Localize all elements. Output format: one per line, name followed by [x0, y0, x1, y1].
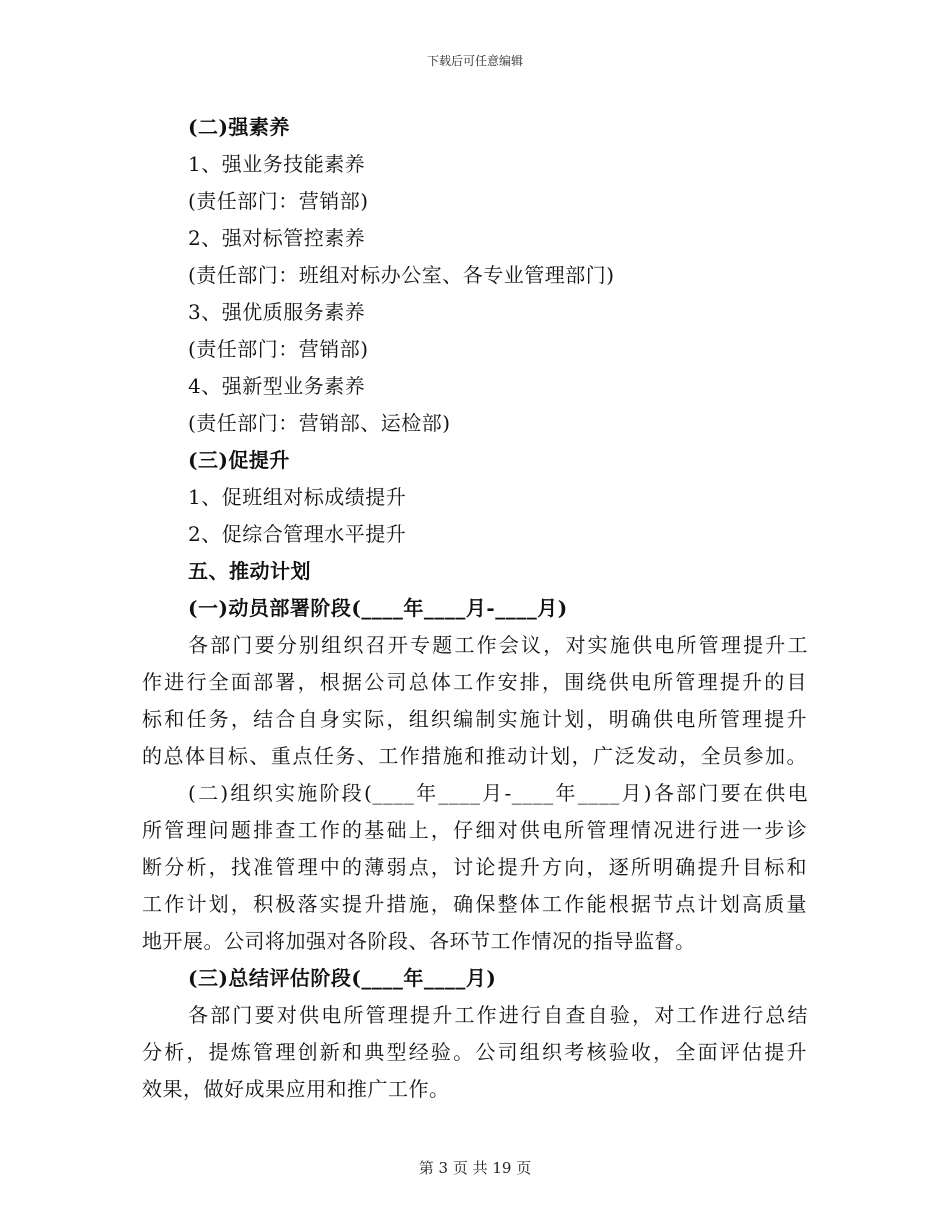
paragraph-line: (二)组织实施阶段(____年____月-____年____月)各部门要在供电: [188, 781, 808, 805]
paragraph-line: 地开展。公司将加强对各阶段、各环节工作情况的指导监督。: [142, 929, 696, 953]
paragraph-line: 的总体目标、重点任务、工作措施和推动计划，广泛发动，全员参加。: [142, 744, 807, 768]
responsibility-note: (责任部门：营销部、运检部): [188, 411, 451, 435]
section-heading: (一)动员部署阶段(____年____月-____月): [188, 596, 568, 620]
paragraph-line: 断分析，找准管理中的薄弱点，讨论提升方向，逐所明确提升目标和: [142, 855, 807, 879]
responsibility-note: (责任部门：营销部): [188, 189, 369, 213]
paragraph-line: 所管理问题排查工作的基础上，仔细对供电所管理情况进行进一步诊: [142, 818, 807, 842]
paragraph-line: 效果，做好成果应用和推广工作。: [142, 1077, 450, 1101]
section-heading: (二)强素养: [188, 115, 290, 139]
list-item: 2、促综合管理水平提升: [188, 522, 407, 546]
list-item: 3、强优质服务素养: [188, 300, 366, 324]
chapter-heading: 五、推动计划: [188, 559, 311, 583]
paragraph-line: 各部门要对供电所管理提升工作进行自查自验，对工作进行总结: [188, 1003, 808, 1027]
paragraph-line: 工作计划，积极落实提升措施，确保整体工作能根据节点计划高质量: [142, 892, 807, 916]
paragraph-line: 各部门要分别组织召开专题工作会议，对实施供电所管理提升工: [188, 633, 808, 657]
responsibility-note: (责任部门：营销部): [188, 337, 369, 361]
list-item: 1、强业务技能素养: [188, 152, 366, 176]
page-number: 第 3 页 共 19 页: [418, 1159, 532, 1177]
paragraph-line: 作进行全面部署，根据公司总体工作安排，围绕供电所管理提升的目: [142, 670, 807, 694]
paragraph-line: 分析，提炼管理创新和典型经验。公司组织考核验收，全面评估提升: [142, 1040, 807, 1064]
list-item: 1、促班组对标成绩提升: [188, 485, 407, 509]
section-heading: (三)促提升: [188, 448, 290, 472]
page-header-note: 下载后可任意编辑: [426, 54, 523, 68]
responsibility-note: (责任部门：班组对标办公室、各专业管理部门): [188, 263, 615, 287]
section-heading: (三)总结评估阶段(____年____月): [188, 966, 497, 990]
paragraph-line: 标和任务，结合自身实际，组织编制实施计划，明确供电所管理提升: [142, 707, 807, 731]
list-item: 2、强对标管控素养: [188, 226, 366, 250]
list-item: 4、强新型业务素养: [188, 374, 366, 398]
